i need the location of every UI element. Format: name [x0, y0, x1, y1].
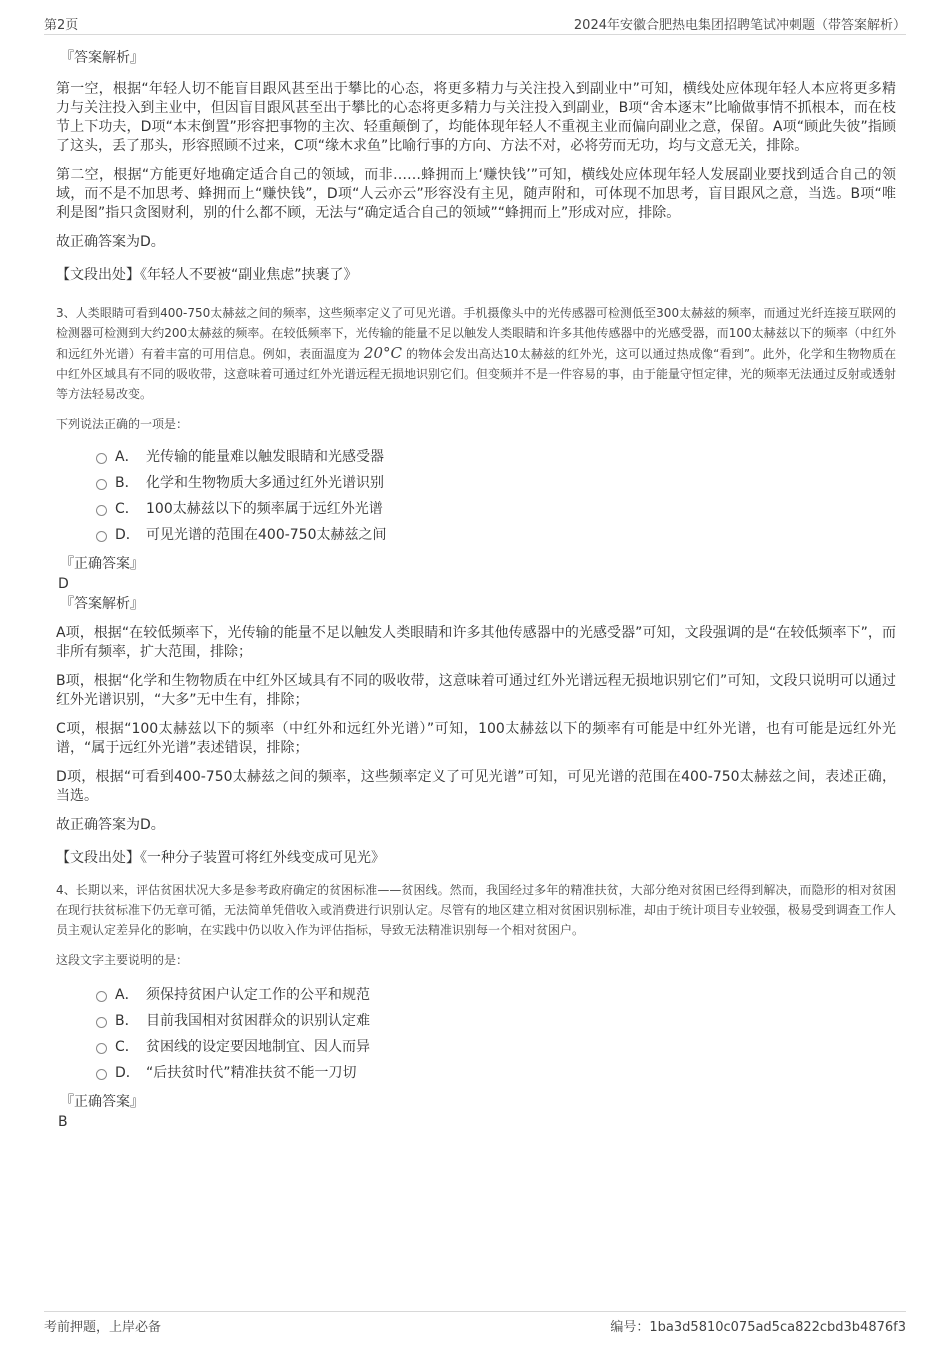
q3-conclusion: 故正确答案为D。: [56, 817, 165, 833]
option-text: 须保持贫困户认定工作的公平和规范: [146, 987, 370, 1003]
q4-answer-label: 『正确答案』: [60, 1094, 144, 1110]
q3-stem: [56, 303, 896, 404]
q4-stem: 4、长期以来，评估贫困状况大多是参考政府确定的贫困标准——贫困线。然而，我国经过多年的精准扶贫，大部分绝对贫困已经得到解决，而隐形的相对贫困在现行扶贫标准下仍无章可循，无法简单凭借收入或消费进行识别认定。尽管有的地区建立相对贫困识别标准，却由于统计项目专业较强，极易受到调查工作人员主观认定差异化的影响，在实践中仍以收入作为评估指标，导致无法精准识别每一个相对贫困户。: [56, 883, 897, 937]
page-number: 第2页: [44, 18, 79, 33]
radio-icon[interactable]: [96, 505, 107, 516]
q3-analysis-d: D项，根据“可看到400-750太赫兹之间的频率，这些频率定义了可见光谱”可知，可见光谱的范围在400-750太赫兹之间，表述正确，当选。: [56, 769, 896, 804]
option-letter: C．: [115, 1039, 139, 1055]
option-letter: B．: [115, 475, 139, 491]
document-code: 编号：1ba3d5810c075ad5ca822cbd3b4876f3: [610, 1320, 906, 1335]
q4-option-b[interactable]: [56, 1008, 896, 1034]
option-text: 贫困线的设定要因地制宜、因人而异: [146, 1039, 370, 1055]
option-text: 目前我国相对贫困群众的识别认定难: [146, 1013, 370, 1029]
radio-icon[interactable]: [96, 1043, 107, 1054]
option-text: “后扶贫时代”精准扶贫不能一刀切: [146, 1065, 357, 1081]
radio-icon[interactable]: [96, 453, 107, 464]
q3-answer: D: [58, 576, 69, 592]
q3-answer-label: 『正确答案』: [60, 556, 144, 572]
option-text: 光传输的能量难以触发眼睛和光感受器: [146, 449, 384, 465]
option-letter: C．: [115, 501, 139, 517]
q4-option-a[interactable]: [56, 982, 896, 1008]
q3-source: 【文段出处】《一种分子装置可将红外线变成可见光》: [56, 850, 385, 866]
q4-option-d[interactable]: [56, 1060, 896, 1086]
q3-option-b[interactable]: [56, 470, 896, 496]
q2-analysis-para-1: 第一空，根据“年轻人切不能盲目跟风甚至出于攀比的心态，将更多精力与关注投入到副业中”可知，横线处应体现年轻人本应将更多精力与关注投入到主业中，但因盲目跟风甚至出于攀比的心态将更多精力与关注投入到副业，B项“舍本逐末”比喻做事情不抓根本，而在枝节上下功夫，D项“本末倒置”形容把事物的主次、轻重颠倒了，均能体现年轻人不重视主业而偏向副业之意，保留。A项“顾此失彼”指顾了这头，丢了那头，形容照顾不过来，C项“缘木求鱼”比喻行事的方向、方法不对，必将劳而无功，均与文意无关，排除。: [56, 81, 896, 154]
document-body: [56, 48, 896, 1132]
q2-analysis-label: 『答案解析』: [60, 50, 144, 66]
q3-option-a[interactable]: [56, 444, 896, 470]
footer-slogan: 考前押题，上岸必备: [44, 1320, 162, 1335]
radio-icon[interactable]: [96, 1017, 107, 1028]
q3-analysis-a: A项，根据“在较低频率下，光传输的能量不足以触发人类眼睛和许多其他传感器中的光感受器”可知，文段强调的是“在较低频率下”，而非所有频率，扩大范围，排除；: [56, 625, 896, 660]
q2-source: 【文段出处】《年轻人不要被“副业焦虑”挟裹了》: [56, 267, 358, 283]
radio-icon[interactable]: [96, 1069, 107, 1080]
q4-options: [56, 982, 896, 1086]
option-letter: D．: [115, 527, 140, 543]
q4-option-c[interactable]: [56, 1034, 896, 1060]
option-text: 可见光谱的范围在400-750太赫兹之间: [146, 527, 387, 543]
radio-icon[interactable]: [96, 531, 107, 542]
radio-icon[interactable]: [96, 479, 107, 490]
q3-options: [56, 444, 896, 548]
q3-analysis-c: C项，根据“100太赫兹以下的频率（中红外和远红外光谱）”可知，100太赫兹以下的频率有可能是中红外光谱，也有可能是远红外光谱，“属于远红外光谱”表述错误，排除；: [56, 721, 896, 756]
q4-answer: B: [58, 1114, 68, 1130]
page-header: [44, 14, 906, 35]
option-letter: A．: [115, 987, 139, 1003]
q3-stem-part1: 3、人类眼睛可看到400-750太赫兹之间的频率，这些频率定义了可见光谱。手机摄像头中的光传感器可检测低至300太赫兹的频率，而通过光纤连接互联网的检测器可检测到大约200太赫兹的频率。在较低频率下，光传输的能量不足以触发人类眼睛和许多其他传感器中的光感受器，而100太赫兹以下的频率（中红外和远红外光谱）有着丰富的可用信息。例如，表面温度为: [56, 306, 896, 361]
option-text: 化学和生物物质大多通过红外光谱识别: [146, 475, 384, 491]
q2-analysis-para-2: 第二空，根据“方能更好地确定适合自己的领域，而非……蜂拥而上‘赚快钱’”可知，横线处应体现年轻人发展副业要找到适合自己的领域，而不是不加思考、蜂拥而上“赚快钱”，D项“人云亦云”形容没有主见，随声附和，可体现不加思考，盲目跟风之意，当选。B项“唯利是图”指只贪图财利，别的什么都不顾，无法与“确定适合自己的领域”“蜂拥而上”形成对应，排除。: [56, 167, 896, 221]
q3-stem-part2: 的物体会发出高达10太赫兹的红外光，这可以通过热成像“看到”。此外，化学和生物物质在中红外区域具有不同的吸收带，这意味着可通过红外光谱远程无损地识别它们。但变频并不是一件容易的事，由于能量守恒定律，光的频率无法通过反射或透射等方法轻易改变。: [56, 347, 897, 401]
temperature-formula: 20°C: [363, 344, 402, 362]
q3-option-c[interactable]: [56, 496, 896, 522]
q2-conclusion: 故正确答案为D。: [56, 234, 165, 250]
q3-prompt: 下列说法正确的一项是：: [56, 417, 189, 431]
option-letter: D．: [115, 1065, 140, 1081]
q4-prompt: 这段文字主要说明的是：: [56, 953, 189, 967]
radio-icon[interactable]: [96, 991, 107, 1002]
option-letter: B．: [115, 1013, 139, 1029]
option-text: 100太赫兹以下的频率属于远红外光谱: [146, 501, 383, 517]
q3-analysis-label: 『答案解析』: [60, 596, 144, 612]
option-letter: A．: [115, 449, 139, 465]
q3-analysis-b: B项，根据“化学和生物物质在中红外区域具有不同的吸收带，这意味着可通过红外光谱远程无损地识别它们”可知，文段只说明可以通过红外光谱识别，“大多”无中生有，排除；: [56, 673, 896, 708]
document-title: 2024年安徽合肥热电集团招聘笔试冲刺题（带答案解析）: [573, 18, 906, 33]
q3-option-d[interactable]: [56, 522, 896, 548]
page-footer: [44, 1311, 906, 1334]
